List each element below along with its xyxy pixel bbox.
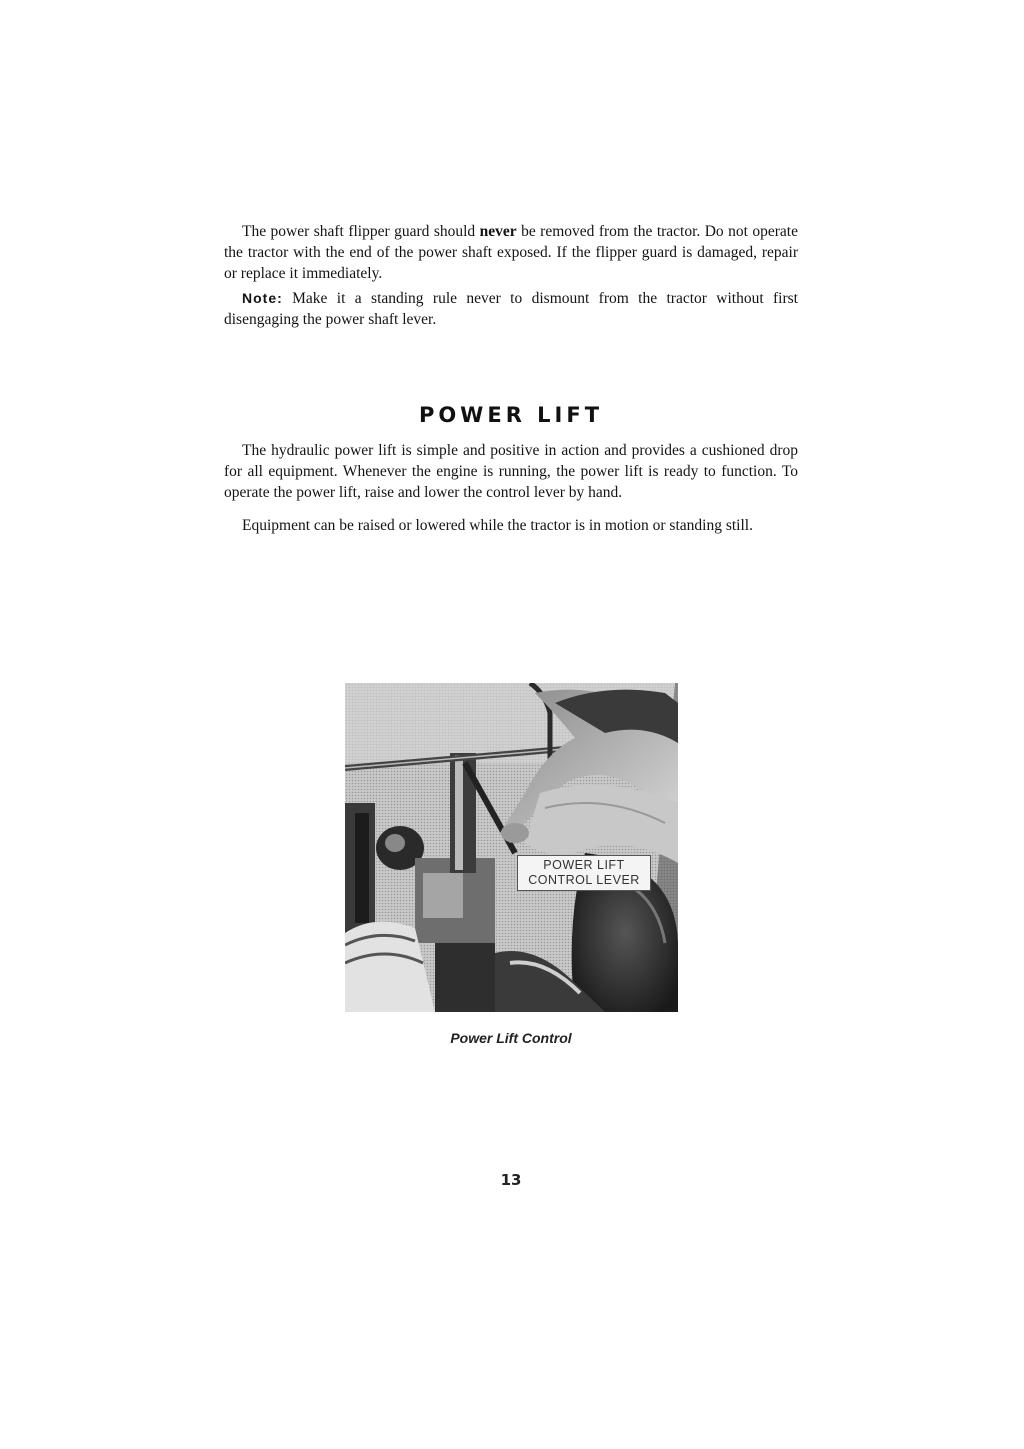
note-text: Make it a standing rule never to dismount from the tractor without first disengaging the power shaft lever.	[224, 290, 798, 328]
section-heading: POWER LIFT	[418, 403, 604, 427]
note-paragraph	[224, 288, 798, 330]
text-span: The power shaft flipper guard should	[242, 223, 480, 240]
equipment-paragraph: Equipment can be raised or lowered while the tractor is in motion or standing still.	[242, 517, 753, 534]
power-lift-text	[224, 440, 798, 536]
flipper-guard-paragraph	[224, 221, 798, 284]
power-lift-photo	[345, 683, 678, 1012]
callout-line-1: POWER LIFT	[543, 858, 625, 872]
power-lift-paragraph: The hydraulic power lift is simple and positive in action and provides a cushioned drop for all equipment. Whenever the engine is running, the power lift is ready to function. To operate the power lift, raise and lower the control lever by hand.	[224, 442, 798, 501]
photo-illustration	[345, 683, 678, 1012]
figure-caption: Power Lift Control	[450, 1030, 572, 1046]
text-span: be removed from the tractor. Do not operate the tractor with the end of the power shaft exposed. If the flipper guard is damaged, repair or replace it immediately.	[224, 223, 798, 282]
page-number: 13	[500, 1171, 522, 1189]
note-label: Note:	[242, 290, 283, 306]
control-lever-callout	[517, 855, 651, 891]
emphasis-never: never	[479, 223, 517, 240]
callout-line-2: CONTROL LEVER	[528, 873, 640, 887]
intro-text	[224, 221, 798, 330]
